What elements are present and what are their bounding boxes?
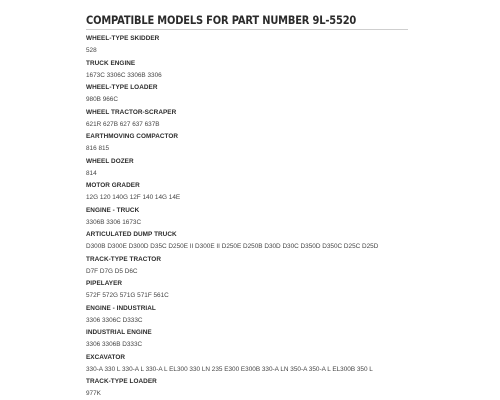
model-group bbox=[86, 84, 416, 109]
model-group bbox=[86, 354, 416, 379]
model-codes: 1673C 3306C 3306B 3306 bbox=[86, 71, 162, 79]
model-group bbox=[86, 305, 416, 330]
model-codes: 621R 627B 627 637 637B bbox=[86, 120, 160, 128]
model-category: TRACK-TYPE TRACTOR bbox=[86, 255, 161, 263]
model-group bbox=[86, 133, 416, 158]
page-title: COMPATIBLE MODELS FOR PART NUMBER 9L-5520 bbox=[86, 13, 357, 27]
model-group bbox=[86, 182, 416, 207]
compatible-models-list bbox=[86, 35, 416, 400]
model-codes: 3306 3306C D333C bbox=[86, 316, 143, 324]
model-codes: 3306B 3306 1673C bbox=[86, 218, 142, 226]
model-codes: 12G 120 140G 12F 140 14G 14E bbox=[86, 194, 181, 201]
model-category: EXCAVATOR bbox=[86, 353, 126, 361]
model-group bbox=[86, 280, 416, 305]
model-codes: D300B D300E D300D D35C D250E II D300E II D250E D250B D30D D30C D350D D350C D25C D25D bbox=[86, 243, 379, 250]
model-category: TRACK-TYPE LOADER bbox=[86, 378, 157, 385]
model-group bbox=[86, 207, 416, 232]
model-group bbox=[86, 60, 416, 85]
model-codes: D7F D7G D5 D6C bbox=[86, 267, 138, 275]
model-codes: 528 bbox=[86, 47, 97, 54]
model-category: WHEEL DOZER bbox=[86, 157, 134, 165]
model-group bbox=[86, 35, 416, 60]
model-group bbox=[86, 378, 416, 400]
model-category: WHEEL-TYPE LOADER bbox=[86, 84, 158, 91]
model-category: INDUSTRIAL ENGINE bbox=[86, 329, 152, 336]
title-divider bbox=[86, 29, 408, 30]
model-group bbox=[86, 256, 416, 281]
model-codes: 814 bbox=[86, 169, 97, 177]
model-codes: 3306 3306B D333C bbox=[86, 341, 143, 348]
model-codes: 980B 966C bbox=[86, 96, 118, 103]
model-codes: 816 815 bbox=[86, 145, 110, 152]
model-group bbox=[86, 158, 416, 183]
model-category: TRUCK ENGINE bbox=[86, 59, 136, 67]
model-group bbox=[86, 329, 416, 354]
model-category: ARTICULATED DUMP TRUCK bbox=[86, 231, 177, 238]
model-category: EARTHMOVING COMPACTOR bbox=[86, 133, 179, 140]
model-category: ENGINE - TRUCK bbox=[86, 206, 140, 214]
model-codes: 330-A 330 L 330-A L 330-A L EL300 330 LN 235 E300 E300B 330-A LN 350-A 350-A L EL300B 350 L bbox=[86, 365, 373, 373]
model-category: MOTOR GRADER bbox=[86, 182, 140, 189]
model-category: WHEEL-TYPE SKIDDER bbox=[86, 35, 160, 42]
model-codes: 977K bbox=[86, 390, 101, 397]
model-group bbox=[86, 109, 416, 134]
model-category: WHEEL TRACTOR-SCRAPER bbox=[86, 108, 177, 116]
model-category: PIPELAYER bbox=[86, 280, 123, 287]
model-codes: 572F 572G 571G 571F 561C bbox=[86, 292, 169, 299]
model-group bbox=[86, 231, 416, 256]
model-category: ENGINE - INDUSTRIAL bbox=[86, 304, 156, 312]
